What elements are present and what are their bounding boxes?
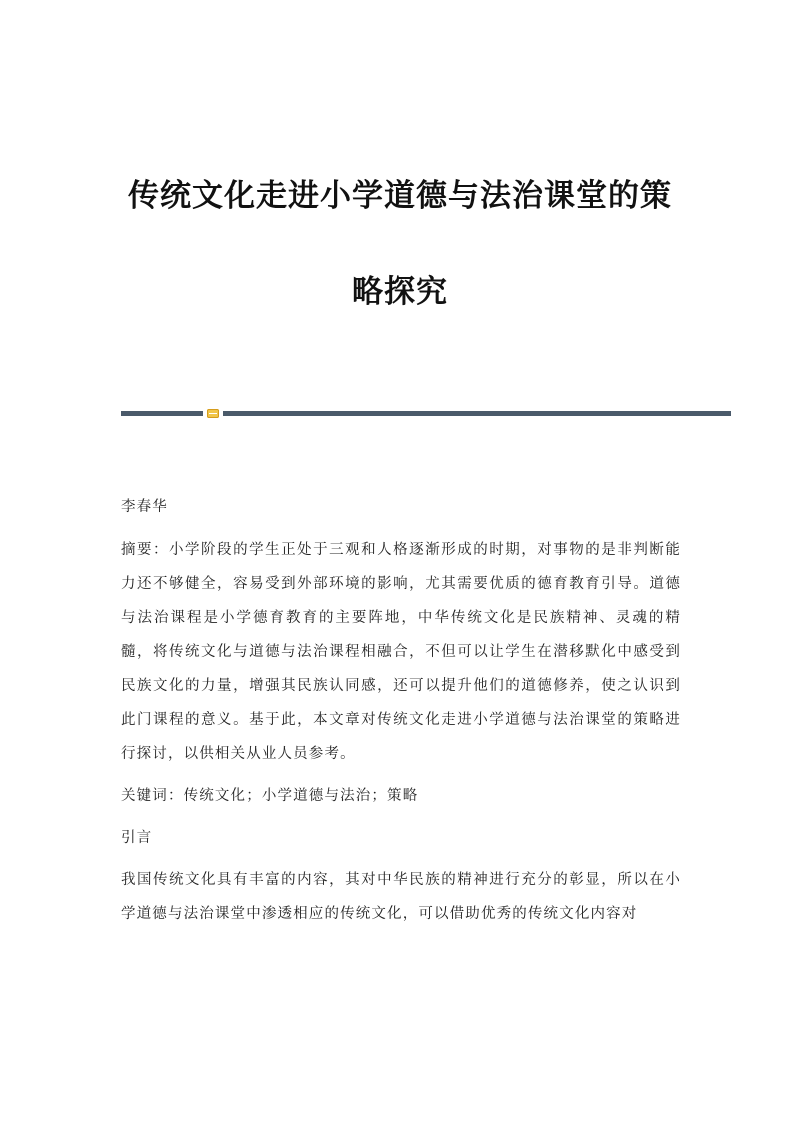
divider-bar-left [121,411,203,416]
keywords-line: 关键词：传统文化；小学道德与法治；策略 [121,788,419,804]
document-title [100,176,700,312]
intro-paragraph: 我国传统文化具有丰富的内容，其对中华民族的精神进行充分的彰显，所以在小学道德与法治课堂中渗透相应的传统文化，可以借助优秀的传统文化内容对 [121,872,681,922]
title-line-2: 略探究 [352,274,448,310]
abstract-paragraph: 摘要：小学阶段的学生正处于三观和人格逐渐形成的时期，对事物的是非判断能力还不够健全，容易受到外部环境的影响，尤其需要优质的德育教育引导。道德与法治课程是小学德育教育的主要阵地，中华传统文化是民族精神、灵魂的精髓，将传统文化与道德与法治课程相融合，不但可以让学生在潜移默化中感受到民族文化的力量，增强其民族认同感，还可以提升他们的道德修养，使之认识到此门课程的意义。基于此，本文章对传统文化走进小学道德与法治课堂的策略进行探讨，以供相关从业人员参考。 [121,542,681,762]
title-divider [121,409,731,417]
title-line-1: 传统文化走进小学道德与法治课堂的策 [128,178,672,214]
document-body [121,490,681,931]
intro-heading: 引言 [121,830,153,846]
divider-bar-right [223,411,731,416]
divider-emblem-icon [207,409,219,418]
author-name: 李春华 [121,499,168,515]
